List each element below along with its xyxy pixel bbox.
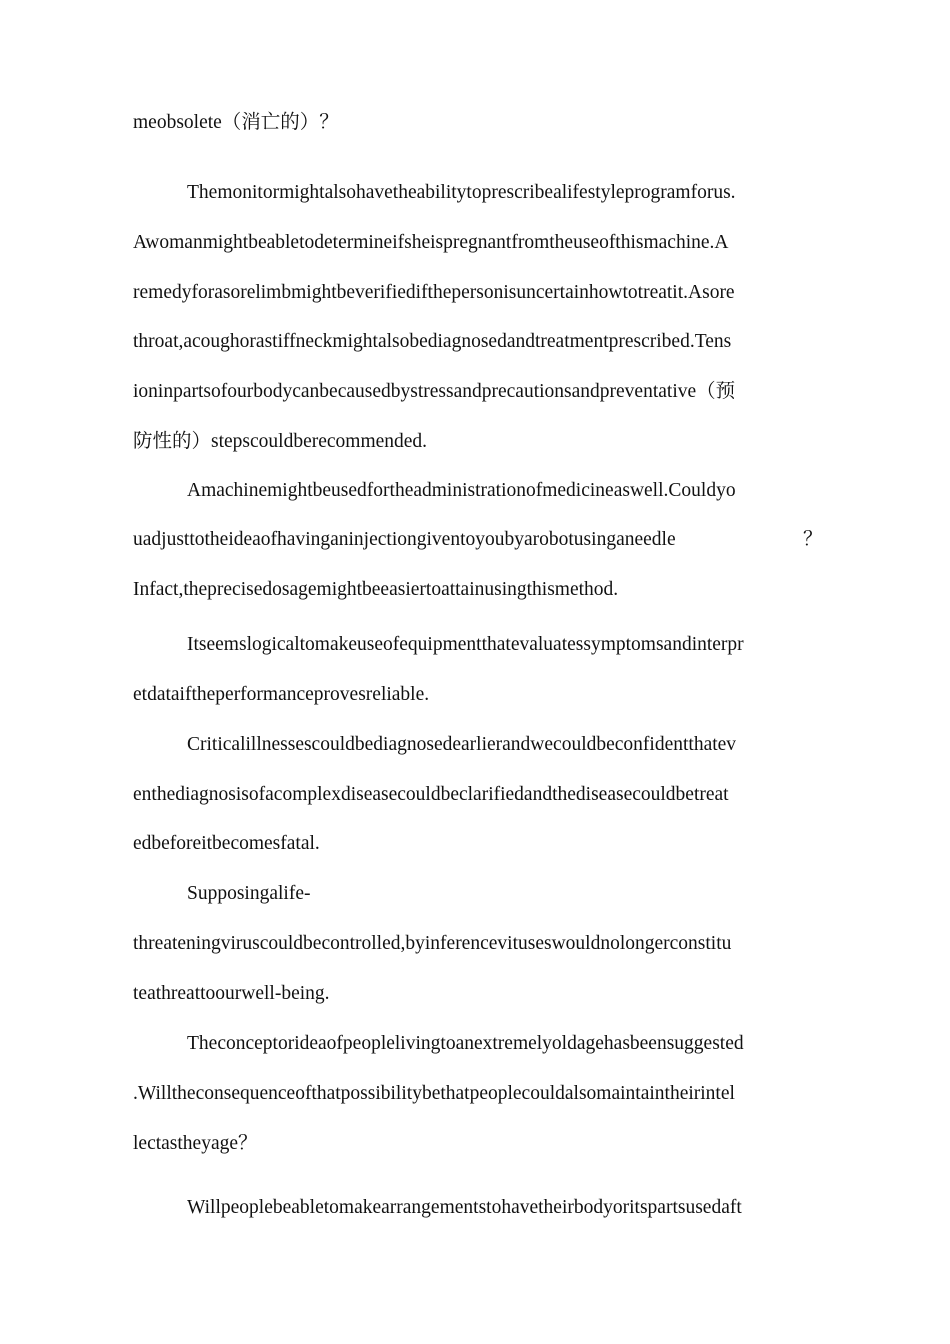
text-line: edbeforeitbecomesfatal. [133,833,320,854]
text-line: remedyforasorelimbmightbeverifiedifthepersonisuncertainhowtotreatit.Asore [133,282,735,303]
text-line: lectastheyage？ [133,1133,258,1154]
text-line: Criticalillnessescouldbediagnosedearlierandwecouldbeconfidentthatev [187,734,737,755]
text-line: Itseemslogicaltomakeuseofequipmentthatevaluatessymptomsandinterpr [187,634,744,655]
text-line: ioninpartsofourbodycanbecausedbystressandprecautionsandpreventative（预 [133,381,736,402]
text-line: meobsolete（消亡的）？ [133,112,339,133]
text-line: Willpeoplebeabletomakearrangementstohavetheirbodyoritspartsusedaft [187,1197,742,1218]
text-line: etdataiftheperformanceprovesreliable. [133,684,430,705]
text-line: enthediagnosisofacomplexdiseasecouldbeclarifiedandthediseasecouldbetreat [133,784,729,805]
text-line: threateningviruscouldbecontrolled,byinferencevituseswouldnolongerconstitu [133,933,732,954]
text-line: ？ [803,529,823,550]
text-line: teathreattoourwell-being. [133,983,330,1004]
text-line: Themonitormightalsohavetheabilitytoprescribealifestyleprogramforus. [187,182,736,203]
text-line: uadjusttotheideaofhavinganinjectiongiventoyoubyarobotusinganeedle [133,529,676,550]
text-line: Supposingalife- [187,883,311,904]
text-line: .Willtheconsequenceofthatpossibilitybethatpeoplecouldalsomaintaintheirintel [133,1083,735,1104]
text-line: Amachinemightbeusedfortheadministrationofmedicineaswell.Couldyo [187,480,736,501]
text-line: Theconceptorideaofpeoplelivingtoanextremelyoldagehasbeensuggested [187,1033,744,1054]
text-line: Infact,theprecisedosagemightbeeasiertoattainusingthismethod. [133,579,619,600]
text-line: throat,acoughorastiffneckmightalsobediagnosedandtreatmentprescribed.Tens [133,331,732,352]
text-line: 防性的）stepscouldberecommended. [133,431,428,452]
text-line: Awomanmightbeabletodetermineifsheispregnantfromtheuseofthismachine.A [133,232,729,253]
